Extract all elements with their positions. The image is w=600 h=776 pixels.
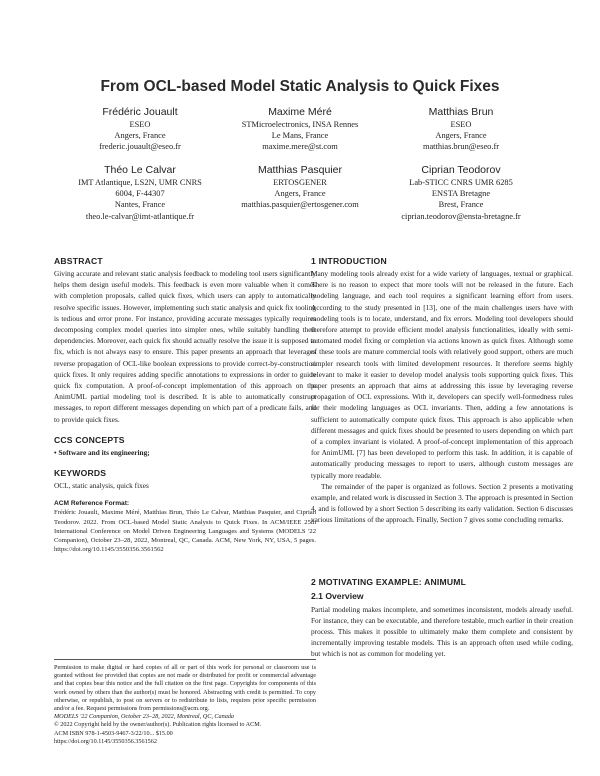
- overview-paragraph: Partial modeling makes incomplete, and sometimes inconsistent, models already useful. For instance, they can be executable, and therefore testable, much earlier in their creation process. This makes it possible to ultimately make them complete and consistent by incrementally improving testable models. This is an approach often used while coding, but which is not as common for modeling yet.: [311, 604, 573, 659]
- author-block: [50, 164, 230, 222]
- subsection-2-1-heading: 2.1 Overview: [311, 590, 364, 601]
- copyright-line: © 2022 Copyright held by the owner/author(s). Publication rights licensed to ACM.: [54, 721, 262, 729]
- author-affiliation: Lab-STICC CNRS UMR 6285: [409, 178, 513, 187]
- author-block: [50, 106, 230, 153]
- ccs-heading: CCS CONCEPTS: [54, 434, 125, 445]
- doi-link[interactable]: https://doi.org/10.1145/3550356.3561562: [54, 737, 157, 745]
- acm-ref-text: Frédéric Jouault, Maxime Méré, Matthias Brun, Théo Le Calvar, Matthias Pasquier, and Ciprian Teodorov. 2022. From OCL-based Model Static Analysis to Quick Fixes. In ACM/IEEE 25th International Conference on Model Driven Engineering Languages and Systems (MODELS '22 Companion), October 23–28, 2022, Montreal, QC, Canada. ACM, New York, NY, USA, 5 pages. https://doi.org/10.1145/3550356.3561562: [54, 509, 316, 554]
- intro-paragraph-2: The remainder of the paper is organized as follows. Section 2 presents a motivating example, and related work is discussed in Section 3. The approach is presented in Section 4, and is followed by a short Section 5 describing its early validation. Section 6 discusses various limitations of the approach. Finally, Section 7 gives some concluding remarks.: [311, 481, 573, 525]
- author-email: ciprian.teodorov@ensta-bretagne.fr: [401, 211, 521, 221]
- author-block: [371, 106, 551, 153]
- author-block: [210, 106, 390, 153]
- abstract-heading: ABSTRACT: [54, 256, 103, 266]
- conference-line: MODELS '22 Companion, October 23–28, 2022, Montreal, QC, Canada: [54, 713, 235, 721]
- author-location: Angers, France: [114, 131, 166, 141]
- right-column: [311, 255, 573, 660]
- ccs-text: • Software and its engineering;: [54, 447, 150, 457]
- author-email: theo.le-calvar@imt-atlantique.fr: [85, 211, 195, 221]
- author-affiliation: STMicroelectronics, INSA Rennes: [241, 120, 359, 129]
- author-location: Brest, France: [438, 200, 484, 210]
- author-name: Frédéric Jouault: [102, 106, 178, 118]
- author-block: [371, 164, 551, 222]
- intro-paragraph-1: Many modeling tools already exist for a wide variety of languages, textual or graphical. There is no reason to expect that more tools will not be released in the future. Each modeling language, and each tool requires a significant learning effort from users. According to the study presented in [13], one of the main challenges users have with modeling tools is to locate, understand, and fix errors. Modeling tool developers should therefore attempt to provide efficient model analysis functionalities, ideally with semi-automated model fixing or completion via actions known as quick fixes. Although some of these tools are mature commercial tools with relatively good support, others are much simpler research tools with limited development resources. It therefore seems highly relevant to make it easier to develop model analysis tools supporting quick fixes. This paper presents an approach that aims at addressing this issue by leveraging reverse propagation of OCL expressions. With it, developers can specify well-formedness rules for their modeling languages as OCL invariants. Then, adding a few annotations is sufficient to automatically compute quick fixes. This approach is also applicable when different messages and quick fixes should be presented to users depending on which part of a complex invariant is violated. A proof-of-concept implementation of this approach for AnimUML [7] has been developed to perform this task. In addition, it is capable of automatically producing messages to report to users, although custom messages are typically more readable.: [311, 269, 573, 480]
- author-affiliation: ERTOSGENER: [273, 178, 327, 187]
- author-location: Angers, France: [435, 131, 487, 141]
- author-block: [210, 164, 390, 211]
- author-name: Matthias Brun: [428, 106, 494, 118]
- author-email: frederic.jouault@eseo.fr: [99, 142, 181, 152]
- intro-heading: 1 INTRODUCTION: [311, 256, 387, 266]
- author-location: Nantes, France: [114, 200, 166, 210]
- author-name: Ciprian Teodorov: [421, 164, 501, 176]
- author-name: Maxime Méré: [268, 106, 332, 118]
- permission-footnote: [54, 659, 316, 746]
- author-affiliation: ESEO: [129, 120, 151, 129]
- author-name: Matthias Pasquier: [257, 164, 343, 176]
- author-email: matthias.pasquier@ertosgener.com: [241, 200, 359, 210]
- keywords-heading: KEYWORDS: [54, 468, 107, 479]
- abstract-text: Giving accurate and relevant static analysis feedback to modeling tool users significantly helps them design useful models. This feedback is even more valuable when it comes with completion proposals, called quick fixes, which users can apply to automatically resolve specific issues. However, implementing such static analysis and quick fix tooling is tedious and error prone. For instance, providing accurate messages typically requires decomposing complex model queries into simpler ones, while suitably handling their dependencies. Moreover, each quick fix should actually resolve the issue it is supposed to fix, which is not always easy to ensure. This paper presents an approach that leverages reverse propagation of OCL-like boolean expressions to provide correct-by-construction quick fixes. It only requires adding specific annotations to expressions in order to guide quick fix computation. A proof-of-concept implementation of this approach on the AnimUML partial modeling tool is described. It is able to automatically construct messages, to report different messages depending on which part of a predicate fails, and to provide quick fixes.: [54, 269, 316, 424]
- section-2-heading: 2 MOTIVATING EXAMPLE: ANIMUML: [311, 576, 467, 587]
- author-affiliation: ESEO: [450, 120, 472, 129]
- acm-ref-heading: ACM Reference Format:: [54, 500, 130, 508]
- author-name: Théo Le Calvar: [104, 164, 176, 176]
- left-column: [54, 255, 316, 555]
- author-location: Angers, France: [274, 189, 326, 199]
- isbn-line: ACM ISBN 978-1-4503-9467-3/22/10... $15.00: [54, 729, 173, 737]
- paper-title: From OCL-based Model Static Analysis to Quick Fixes: [100, 78, 500, 95]
- author-affiliation-2: 6004, F-44307: [115, 189, 165, 199]
- permission-text: Permission to make digital or hard copies of all or part of this work for personal or classroom use is granted without fee provided that copies are not made or distributed for profit or commercial advantage and that copies bear this notice and the full citation on the first page. Copyrights for components of this work owned by others than the author(s) must be honored. Abstracting with credit is permitted. To copy otherwise, or republish, to post on servers or to redistribute to lists, requires prior specific permission and/or a fee. Request permissions from permissions@acm.org.: [54, 664, 316, 713]
- author-email: maxime.mere@st.com: [262, 142, 338, 152]
- author-location: Le Mans, France: [271, 131, 329, 141]
- keywords-text: OCL, static analysis, quick fixes: [54, 481, 149, 491]
- author-email: matthias.brun@eseo.fr: [422, 142, 500, 152]
- author-affiliation-2: ENSTA Bretagne: [431, 189, 491, 199]
- author-affiliation: IMT Atlantique, LS2N, UMR CNRS: [78, 178, 202, 187]
